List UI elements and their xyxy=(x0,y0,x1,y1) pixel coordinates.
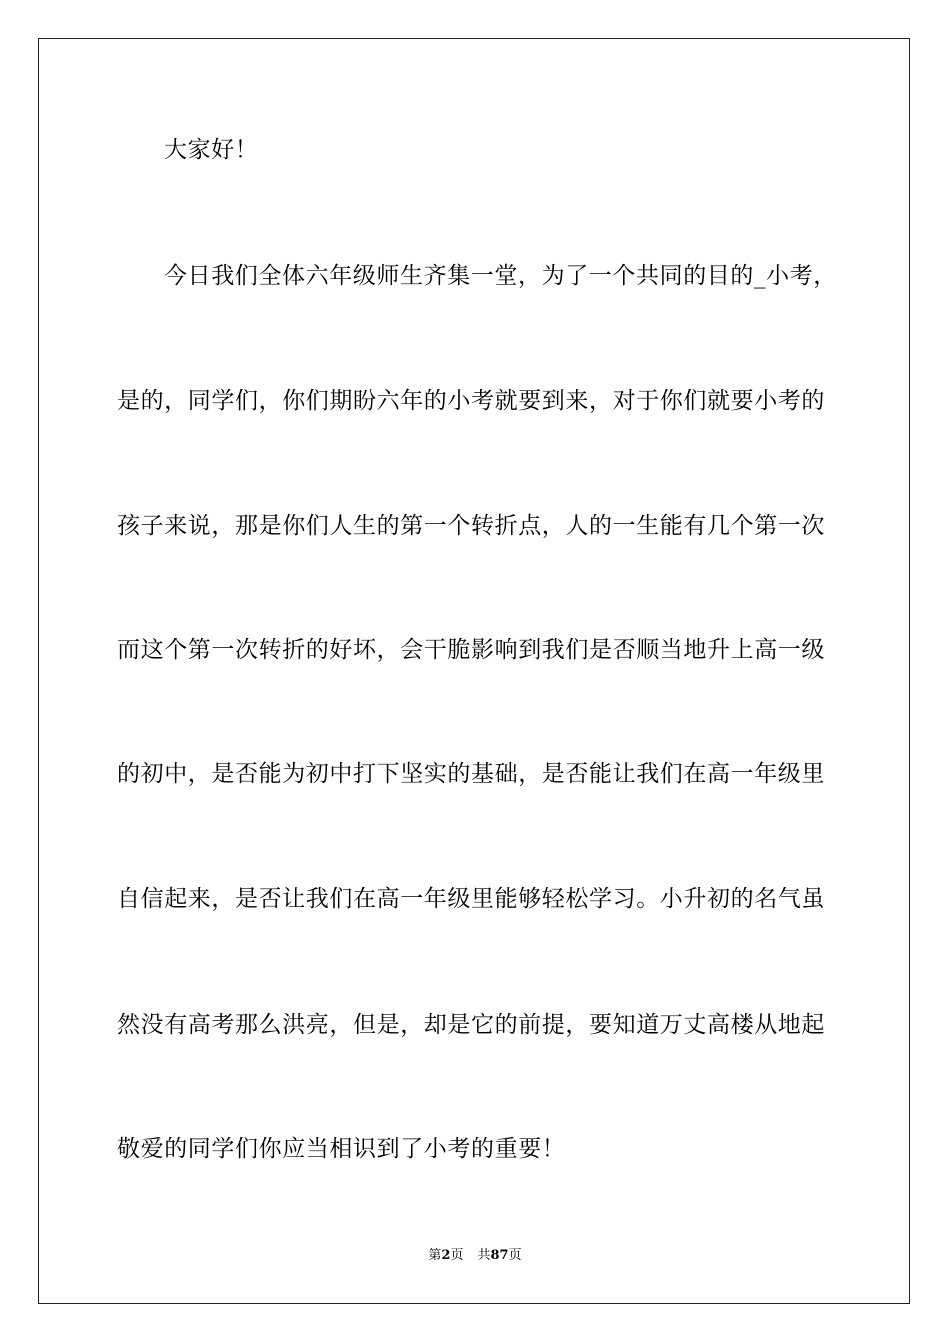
total-prefix: 共 xyxy=(477,1248,491,1263)
paragraph-line-7: 然没有高考那么洪亮，但是，却是它的前提，要知道万丈高楼从地起 xyxy=(117,1012,825,1038)
paragraph-line-8: 敬爱的同学们你应当相识到了小考的重要！ xyxy=(117,1136,566,1162)
paragraph-line-6: 自信起来，是否让我们在高一年级里能够轻松学习。小升初的名气虽 xyxy=(117,886,825,912)
paragraph-line-4: 而这个第一次转折的好坏，会干脆影响到我们是否顺当地升上高一级 xyxy=(117,637,825,663)
paragraph-line-1: 今日我们全体六年级师生齐集一堂，为了一个共同的目的_小考， xyxy=(164,263,837,289)
page-footer xyxy=(0,1247,950,1265)
page-prefix: 第 xyxy=(428,1248,442,1263)
page-number: 2 xyxy=(441,1248,451,1263)
paragraph-line-3: 孩子来说，那是你们人生的第一个转折点，人的一生能有几个第一次 xyxy=(117,513,825,539)
page-frame xyxy=(38,38,910,1304)
paragraph-line-2: 是的，同学们，你们期盼六年的小考就要到来，对于你们就要小考的 xyxy=(117,388,825,414)
page-suffix: 页 xyxy=(450,1248,464,1263)
greeting-line: 大家好！ xyxy=(164,137,259,163)
total-pages: 87 xyxy=(490,1248,509,1263)
total-suffix: 页 xyxy=(508,1248,522,1263)
paragraph-line-5: 的初中，是否能为初中打下坚实的基础，是否能让我们在高一年级里 xyxy=(117,761,825,787)
